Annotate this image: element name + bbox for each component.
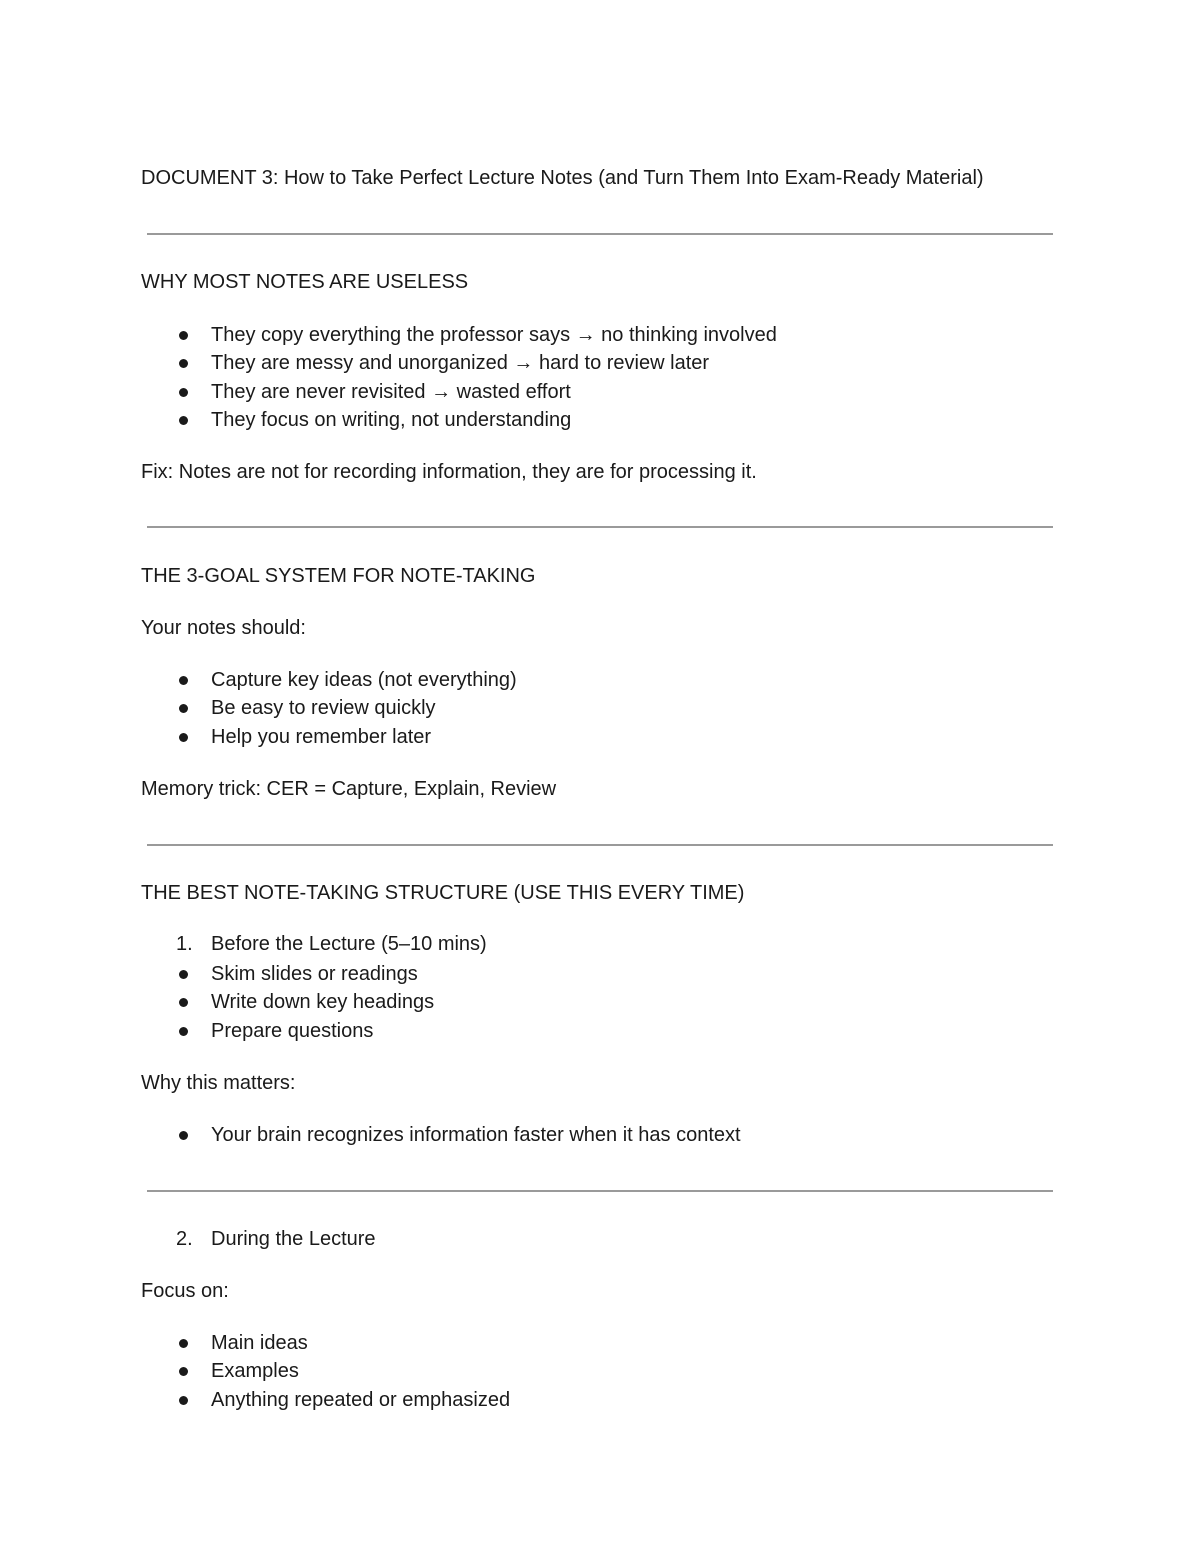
bullet-list-why-useless: [0, 323, 777, 436]
list-item: Anything repeated or emphasized: [0, 1388, 510, 1416]
focus-on-label: Focus on:: [141, 1280, 229, 1302]
bullet-icon: [179, 676, 188, 685]
horizontal-rule: [147, 526, 1053, 528]
intro-text: Your notes should:: [141, 617, 306, 639]
bullet-icon: [179, 998, 188, 1007]
list-item: Capture key ideas (not everything): [0, 668, 517, 696]
bullet-icon: [179, 388, 188, 397]
section-heading-3-goal-system: THE 3-GOAL SYSTEM FOR NOTE-TAKING: [141, 565, 536, 587]
fix-statement: Fix: Notes are not for recording information, they are for processing it.: [141, 461, 757, 483]
bullet-icon: [179, 1339, 188, 1348]
list-item: Write down key headings: [0, 990, 434, 1018]
memory-trick: Memory trick: CER = Capture, Explain, Review: [141, 778, 557, 800]
bullet-icon: [179, 359, 188, 368]
bullet-icon: [179, 331, 188, 340]
section-heading-why-notes-useless: WHY MOST NOTES ARE USELESS: [141, 271, 469, 293]
bullet-list-why-matters: [0, 1123, 741, 1151]
bullet-icon: [179, 704, 188, 713]
why-this-matters-label: Why this matters:: [141, 1072, 296, 1094]
horizontal-rule: [147, 233, 1053, 235]
bullet-list-focus: [0, 1331, 510, 1416]
list-item: Main ideas: [0, 1331, 510, 1359]
numbered-list-step-1: [0, 932, 487, 960]
bullet-icon: [179, 733, 188, 742]
list-item: Skim slides or readings: [0, 962, 434, 990]
list-item: They copy everything the professor says → no thinking involved: [0, 323, 777, 351]
list-item: They are messy and unorganized → hard to review later: [0, 351, 777, 379]
section-heading-best-structure: THE BEST NOTE-TAKING STRUCTURE (USE THIS EVERY TIME): [141, 882, 745, 904]
bullet-icon: [179, 1367, 188, 1376]
numbered-list-step-2: [0, 1227, 376, 1255]
list-item: Prepare questions: [0, 1019, 434, 1047]
list-item: Examples: [0, 1359, 510, 1387]
list-item: Your brain recognizes information faster when it has context: [0, 1123, 741, 1151]
bullet-icon: [179, 1027, 188, 1036]
bullet-icon: [179, 1131, 188, 1140]
bullet-icon: [179, 970, 188, 979]
bullet-list-before-lecture: [0, 962, 434, 1047]
list-item: Help you remember later: [0, 725, 517, 753]
list-item: They are never revisited → wasted effort: [0, 380, 777, 408]
horizontal-rule: [147, 1190, 1053, 1192]
horizontal-rule: [147, 844, 1053, 846]
document-title: DOCUMENT 3: How to Take Perfect Lecture Notes (and Turn Them Into Exam-Ready Material): [141, 167, 984, 189]
bullet-icon: [179, 416, 188, 425]
list-item: 1. Before the Lecture (5–10 mins): [176, 933, 487, 955]
bullet-list-goals: [0, 668, 517, 753]
bullet-icon: [179, 1396, 188, 1405]
list-item: 2. During the Lecture: [176, 1228, 376, 1250]
list-item: Be easy to review quickly: [0, 696, 517, 724]
list-item: They focus on writing, not understanding: [0, 408, 777, 436]
